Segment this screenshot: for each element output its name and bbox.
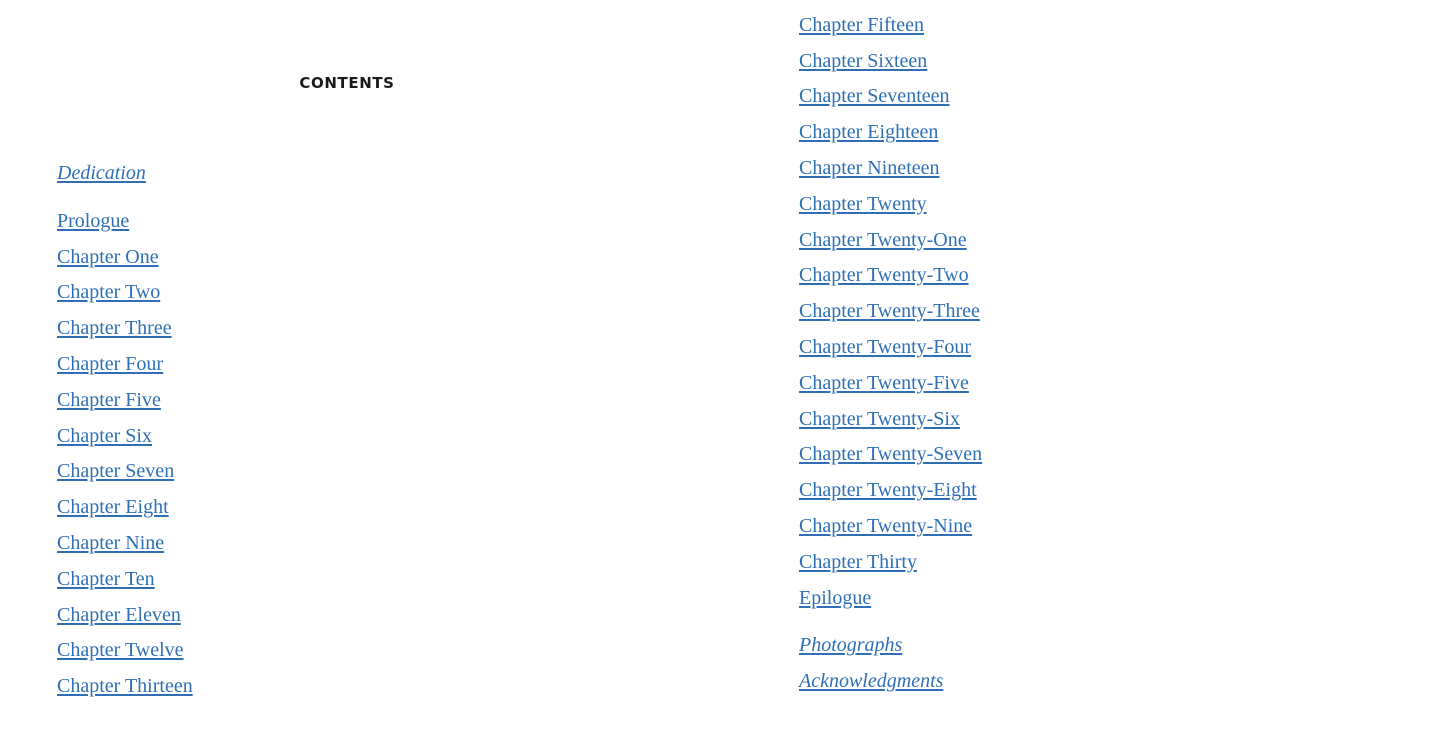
toc-entry bbox=[57, 275, 737, 311]
toc-entry bbox=[799, 79, 1445, 115]
toc-link[interactable]: Chapter Twenty-Seven bbox=[799, 443, 983, 466]
toc-link[interactable]: Chapter Thirty bbox=[799, 550, 917, 573]
toc-link[interactable]: Chapter Four bbox=[57, 352, 164, 375]
toc-link[interactable]: Chapter Twelve bbox=[57, 639, 184, 662]
toc-entry bbox=[799, 258, 1445, 294]
contents-right-column bbox=[799, 0, 1445, 735]
toc-entry bbox=[799, 0, 1445, 8]
toc-link[interactable]: Chapter Twenty-Three bbox=[799, 300, 980, 323]
toc-entry bbox=[57, 419, 737, 455]
toc-entry bbox=[799, 402, 1445, 438]
toc-entry bbox=[799, 294, 1445, 330]
toc-entry bbox=[799, 437, 1445, 473]
toc-entry bbox=[57, 490, 737, 526]
toc-entry bbox=[799, 115, 1445, 151]
toc-link[interactable]: Chapter Eleven bbox=[57, 603, 181, 626]
toc-entry bbox=[799, 8, 1445, 44]
toc-entry bbox=[799, 545, 1445, 581]
toc-entry bbox=[57, 669, 737, 705]
toc-link[interactable]: Chapter Thirteen bbox=[57, 675, 193, 698]
toc-link[interactable]: Chapter Five bbox=[57, 388, 161, 411]
toc-link[interactable]: Chapter Seventeen bbox=[799, 85, 950, 108]
toc-link[interactable]: Chapter Twenty bbox=[799, 192, 927, 215]
toc-entry bbox=[57, 383, 737, 419]
toc-link[interactable]: Dedication bbox=[57, 162, 146, 184]
toc-entry bbox=[799, 473, 1445, 509]
toc-list-right bbox=[799, 0, 1445, 700]
toc-entry bbox=[799, 330, 1445, 366]
toc-link[interactable]: Chapter Nineteen bbox=[799, 156, 940, 179]
toc-link[interactable]: Chapter Twenty-Six bbox=[799, 407, 960, 430]
toc-entry bbox=[57, 526, 737, 562]
toc-link[interactable]: Chapter Twenty-Four bbox=[799, 335, 972, 358]
toc-link[interactable]: Chapter Nine bbox=[57, 531, 165, 554]
toc-entry bbox=[57, 311, 737, 347]
toc-entry bbox=[799, 187, 1445, 223]
toc-link[interactable]: Chapter Twenty-Five bbox=[799, 371, 969, 394]
toc-entry bbox=[57, 562, 737, 598]
toc-entry bbox=[57, 598, 737, 634]
toc-link[interactable]: Chapter Eighteen bbox=[799, 121, 939, 144]
toc-link[interactable]: Photographs bbox=[799, 634, 903, 657]
toc-link[interactable]: Chapter Fifteen bbox=[799, 13, 924, 36]
toc-link[interactable]: Chapter Eight bbox=[57, 496, 169, 519]
toc-link[interactable]: Chapter Three bbox=[57, 317, 172, 340]
toc-entry bbox=[799, 151, 1445, 187]
toc-link[interactable]: Chapter Seven bbox=[57, 460, 175, 483]
toc-link[interactable]: Epilogue bbox=[799, 586, 872, 609]
toc-entry bbox=[799, 366, 1445, 402]
toc-link[interactable]: Acknowledgments bbox=[799, 670, 944, 693]
toc-entry bbox=[57, 454, 737, 490]
toc-link[interactable]: Chapter Twenty-Nine bbox=[799, 514, 973, 537]
toc-entry bbox=[799, 223, 1445, 259]
toc-entry bbox=[57, 633, 737, 669]
toc-link[interactable]: Prologue bbox=[57, 209, 130, 232]
toc-link[interactable]: Chapter Six bbox=[57, 424, 152, 447]
toc-link[interactable]: Chapter Sixteen bbox=[799, 49, 928, 72]
toc-link[interactable]: Chapter Twenty-Eight bbox=[799, 479, 977, 502]
toc-link[interactable]: Chapter Two bbox=[57, 281, 161, 304]
toc-link[interactable]: Chapter Ten bbox=[57, 567, 155, 590]
toc-entry bbox=[57, 347, 737, 383]
page-title: CONTENTS bbox=[299, 74, 395, 92]
toc-entry bbox=[799, 581, 1445, 617]
toc-entry bbox=[799, 509, 1445, 545]
toc-list-left bbox=[57, 156, 737, 705]
toc-link[interactable]: Chapter Twenty-Two bbox=[799, 264, 969, 287]
toc-entry bbox=[57, 156, 737, 192]
toc-entry bbox=[799, 628, 1445, 664]
toc-entry bbox=[799, 664, 1445, 700]
toc-link[interactable]: Chapter One bbox=[57, 245, 159, 268]
toc-entry bbox=[799, 44, 1445, 80]
toc-entry bbox=[57, 204, 737, 240]
toc-link[interactable]: Chapter Twenty-One bbox=[799, 228, 967, 251]
toc-entry bbox=[57, 240, 737, 276]
